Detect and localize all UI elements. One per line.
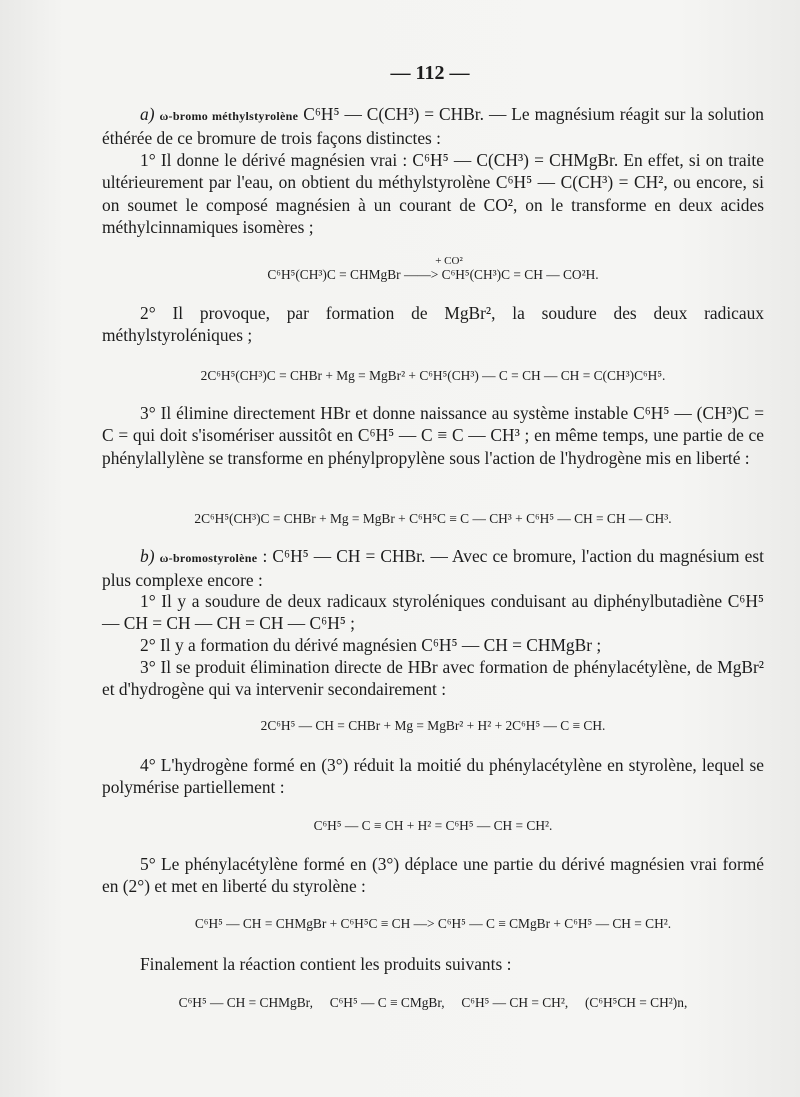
section-b-point-5: 5° Le phénylacétylène formé en (3°) déplace une partie du dérivé magnésien vrai formé en (2°) et met en liberté du styrolène : bbox=[102, 854, 764, 897]
reaction-6-formula: C⁶H⁵ — CH = CHMgBr + C⁶H⁵C ≡ CH —> C⁶H⁵ — C ≡ CMgBr + C⁶H⁵ — CH = CH². bbox=[194, 916, 672, 931]
section-b-point-3: 3° Il se produit élimination directe de HBr avec formation de phénylacétylène, de MgBr² et d'hydrogène qui va intervenir secondairement : bbox=[102, 657, 764, 700]
reaction-3-formula: 2C⁶H⁵(CH³)C = CHBr + Mg = MgBr + C⁶H⁵C ≡ C — CH³ + C⁶H⁵ — CH = CH — CH³. bbox=[194, 511, 672, 526]
section-b-point-4: 4° L'hydrogène formé en (3°) réduit la moitié du phénylacétylène en styrolène, lequel se polymérise partiellement : bbox=[102, 755, 764, 798]
reaction-2-formula: 2C⁶H⁵(CH³)C = CHBr + Mg = MgBr² + C⁶H⁵(CH³) — C = CH — CH = C(CH³)C⁶H⁵. bbox=[200, 368, 666, 383]
page-number: — 112 — bbox=[390, 62, 470, 84]
section-a-intro bbox=[102, 103, 764, 150]
section-a-intro-text: — Le magnésium réagit sur la solution éthérée de ce bromure de trois façons distinctes : bbox=[102, 104, 764, 149]
section-b-title-formula: : C⁶H⁵ — CH = CHBr. bbox=[262, 546, 426, 566]
section-b-point-2: 2° Il y a formation du dérivé magnésien C⁶H⁵ — CH = CHMgBr ; bbox=[140, 635, 602, 655]
section-a-point-2: 2° Il provoque, par formation de MgBr², la soudure des deux radicaux méthylstyroléniques ; bbox=[102, 303, 764, 346]
section-a-title-formula: C⁶H⁵ — C(CH³) = CHBr. bbox=[303, 104, 484, 124]
section-a-label: a) bbox=[140, 104, 155, 124]
section-b-compound-name: ω-bromostyrolène bbox=[159, 551, 258, 565]
final-products-formula: C⁶H⁵ — CH = CHMgBr, C⁶H⁵ — C ≡ CMgBr, C⁶H⁵ — CH = CH², (C⁶H⁵CH = CH²)n, bbox=[178, 995, 688, 1010]
reaction-1-formula: C⁶H⁵(CH³)C = CHMgBr ——> C⁶H⁵(CH³)C = CH — CO²H. bbox=[267, 267, 599, 282]
reaction-1-reagent: + CO² bbox=[435, 255, 463, 267]
section-a-point-3: 3° Il élimine directement HBr et donne naissance au système instable C⁶H⁵ — (CH³)C = C = qui doit s'isomériser aussitôt en C⁶H⁵ — C ≡ C — CH³ ; en même temps, une partie de ce phénylallylène se transforme en phénylpropylène sous l'action de l'hydrogène mis en liberté : bbox=[102, 403, 764, 468]
final-products-intro: Finalement la réaction contient les produits suivants : bbox=[140, 954, 512, 974]
section-b-point-1: 1° Il y a soudure de deux radicaux styroléniques conduisant au diphénylbutadiène C⁶H⁵ — CH = CH — CH = CH — C⁶H⁵ ; bbox=[102, 591, 764, 634]
section-b-label: b) bbox=[140, 546, 155, 566]
section-b-intro-text: — Avec ce bromure, l'action du magnésium est plus complexe encore : bbox=[102, 546, 764, 591]
section-a-point-1: 1° Il donne le dérivé magnésien vrai : C⁶H⁵ — C(CH³) = CHMgBr. En effet, si on traite ultérieurement par l'eau, on obtient du méthylstyrolène C⁶H⁵ — C(CH³) = CH², ou encore, si on soumet le composé magnésien à un courant de CO², on le transforme en deux acides méthylcinnamiques isomères ; bbox=[102, 150, 764, 238]
section-b-intro bbox=[102, 545, 764, 592]
reaction-5-formula: C⁶H⁵ — C ≡ CH + H² = C⁶H⁵ — CH = CH². bbox=[313, 818, 553, 833]
reaction-4-formula: 2C⁶H⁵ — CH = CHBr + Mg = MgBr² + H² + 2C⁶H⁵ — C ≡ CH. bbox=[260, 718, 606, 733]
section-a-compound-name: ω-bromo méthylstyrolène bbox=[159, 109, 299, 123]
